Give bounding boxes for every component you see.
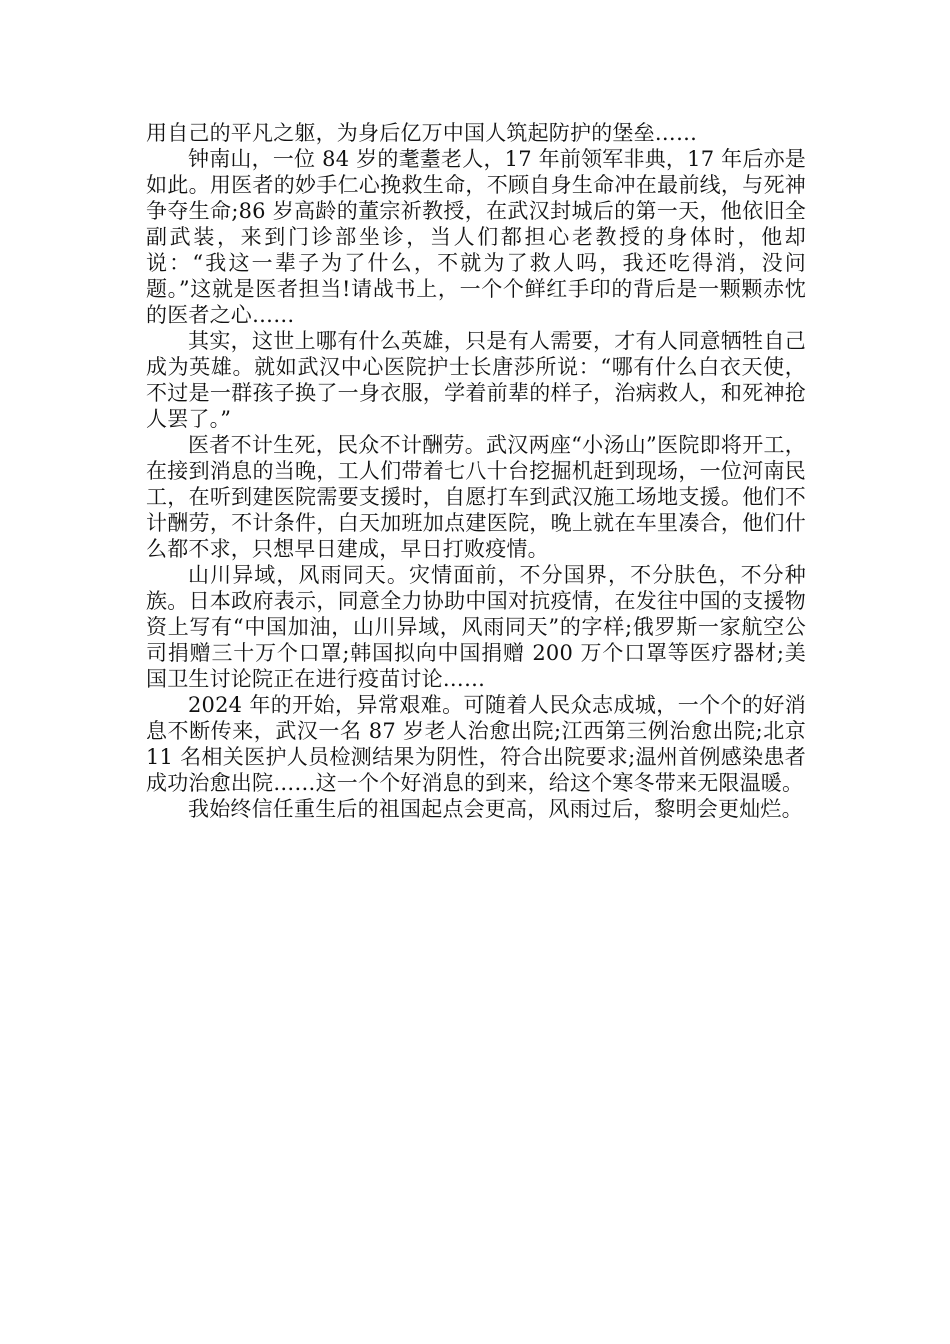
- paragraph-conclusion: 我始终信任重生后的祖国起点会更高，风雨过后，黎明会更灿烂。: [188, 797, 803, 821]
- paragraph-good-news: 2024 年的开始，异常艰难。可随着人民众志成城，一个个的好消息不断传来，武汉一名 87 岁老人治愈出院;江西第三例治愈出院;北京 11 名相关医护人员检测结果为阴性，符合出院要求;温州首例感染患者成功治愈出院……这一个个好消息的到来，给这个寒冬带来无限温暖。: [146, 693, 806, 795]
- paragraph-international-aid: 山川异域，风雨同天。灾情面前，不分国界，不分肤色，不分种族。日本政府表示，同意全力协助中国对抗疫情，在发往中国的支援物资上写有“中国加油，山川异域，风雨同天”的字样;俄罗斯一家航空公司捐赠三十万个口罩;韩国拟向中国捐赠 200 万个口罩等医疗器材;美国卫生讨论院正在进行疫苗讨论……: [146, 563, 806, 691]
- paragraph-heroes: 其实，这世上哪有什么英雄，只是有人需要，才有人同意牺牲自己成为英雄。就如武汉中心医院护士长唐莎所说：“哪有什么白衣天使，不过是一群孩子换了一身衣服，学着前辈的样子，治病救人，和死神抢人罢了。”: [146, 329, 806, 431]
- document-body: [146, 120, 806, 822]
- paragraph-zhong-nanshan: 钟南山，一位 84 岁的耄耋老人，17 年前领军非典，17 年后亦是如此。用医者的妙手仁心挽救生命，不顾自身生命冲在最前线，与死神争夺生命;86 岁高龄的董宗祈教授，在武汉封城后的第一天，他依旧全副武装，来到门诊部坐诊，当人们都担心老教授的身体时，他却说：“我这一辈子为了什么，不就为了救人吗，我还吃得消，没问题。”这就是医者担当!请战书上，一个个鲜红手印的背后是一颗颗赤忱的医者之心……: [146, 147, 806, 327]
- paragraph-continuation: 用自己的平凡之躯，为身后亿万中国人筑起防护的堡垒……: [146, 121, 698, 145]
- paragraph-workers: 医者不计生死，民众不计酬劳。武汉两座“小汤山”医院即将开工，在接到消息的当晚，工人们带着七八十台挖掘机赶到现场，一位河南民工，在听到建医院需要支援时，自愿打车到武汉施工场地支援。他们不计酬劳，不计条件，白天加班加点建医院，晚上就在车里凑合，他们什么都不求，只想早日建成，早日打败疫情。: [146, 433, 806, 561]
